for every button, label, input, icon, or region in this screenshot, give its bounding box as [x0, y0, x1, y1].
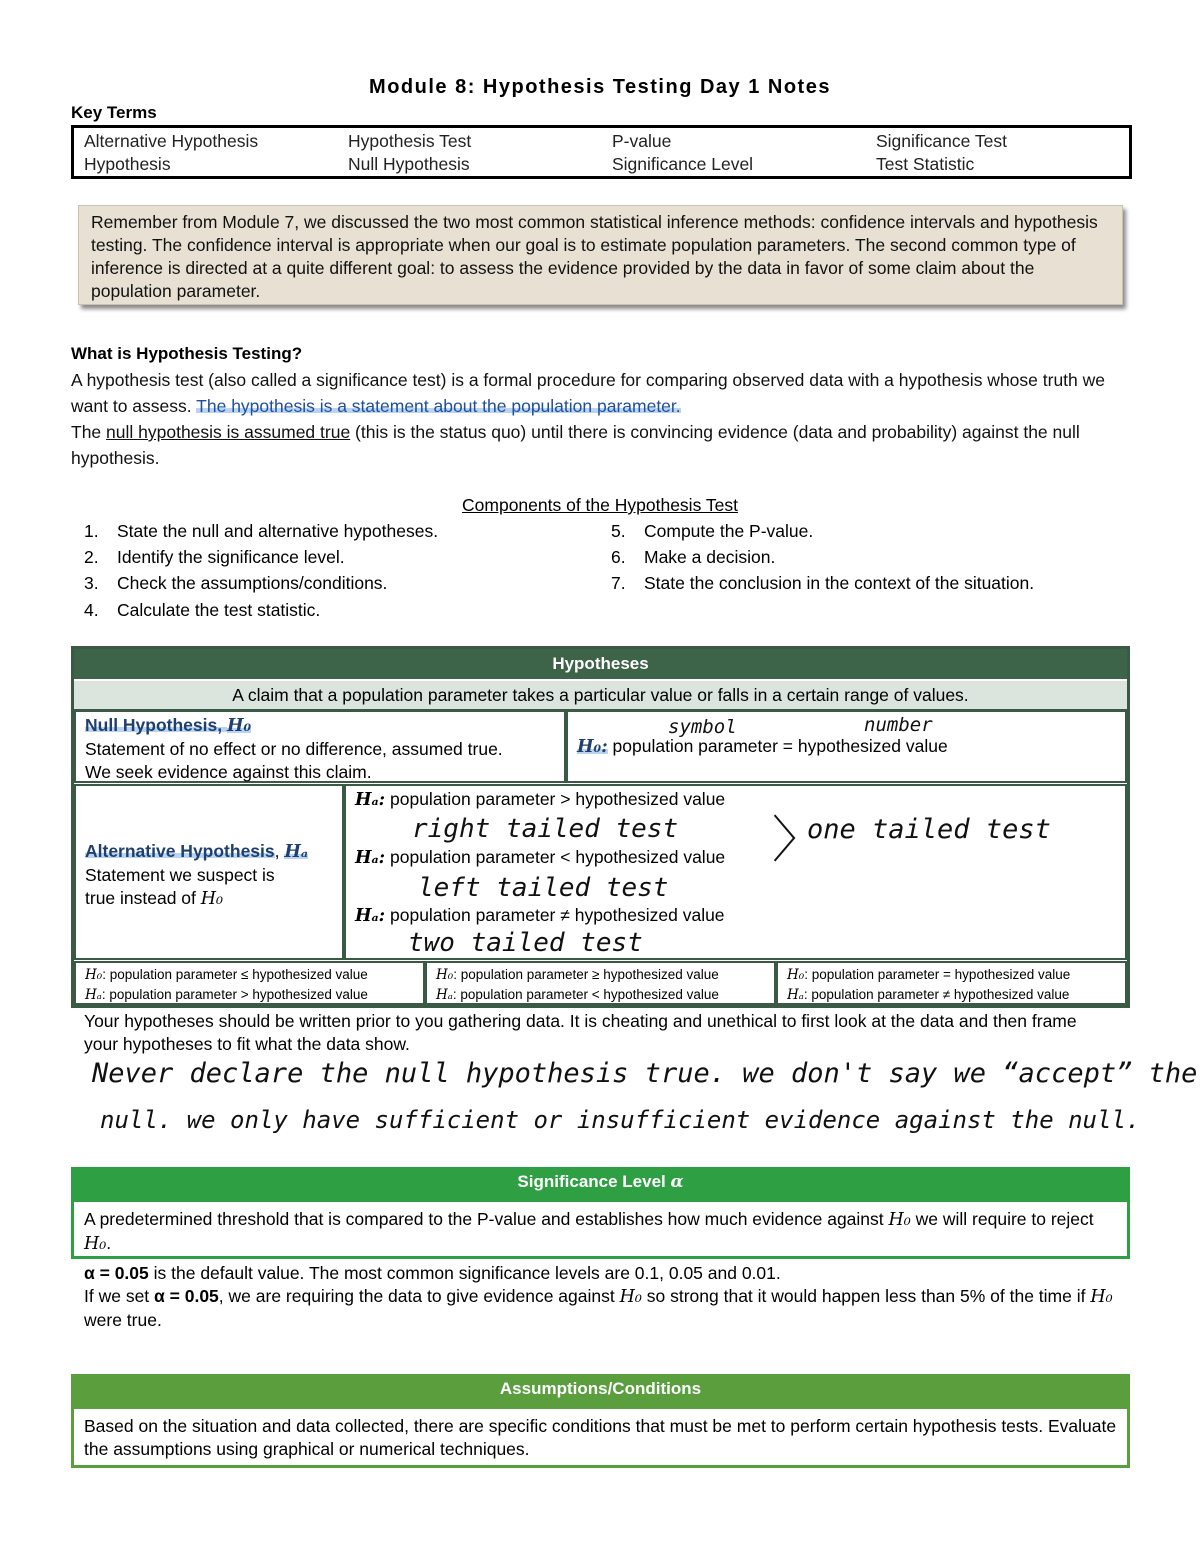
ha-symbol: Hₐ: [436, 987, 453, 1003]
alt-title: Alternative Hypothesis: [85, 841, 275, 861]
alt-not-equal-text: population parameter ≠ hypothesized value: [385, 905, 725, 925]
key-term: Significance Level: [612, 154, 754, 174]
h0-symbol: H₀: [226, 716, 252, 736]
null-text-a: The: [71, 422, 107, 442]
significance-header: [71, 1167, 1130, 1199]
list-item: [611, 573, 1034, 594]
handwritten-symbol: symbol: [668, 716, 737, 738]
definition-text: A hypothesis test (also called a significance test) is a formal procedure for comparing observed data with a hypothesis whose truth we want to assess.: [71, 370, 1106, 416]
key-term: Significance Test: [876, 131, 1008, 151]
assumptions-text: Based on the situation and data collected, there are specific conditions that must be met to perform certain hypothesis tests. Evaluate the assumptions using graphical or numerical techniques.: [71, 1406, 1130, 1468]
key-term: P-value: [612, 131, 672, 151]
page-title: Module 8: Hypothesis Testing Day 1 Notes: [369, 76, 831, 98]
handwritten-left-tailed: left tailed test: [418, 873, 669, 903]
pair-h0: population parameter ≤ hypothesized value: [105, 967, 368, 982]
null-formula: population parameter = hypothesized value: [607, 736, 948, 756]
h0-symbol: H₀: [436, 967, 454, 983]
null-hypothesis-cell: [74, 710, 566, 783]
list-item: [611, 521, 813, 542]
list-item: [84, 573, 387, 594]
list-item: [84, 600, 320, 621]
step-text: Make a decision.: [644, 547, 776, 567]
pair-ha: population parameter < hypothesized value: [456, 987, 719, 1002]
pair-cell: H₀: population parameter ≥ hypothesized value Hₐ: population parameter < hypothesized value: [425, 961, 776, 1005]
significance-header-text: Significance Level: [517, 1172, 671, 1191]
h0-symbol: H₀: [84, 1234, 107, 1254]
key-terms-box: [71, 125, 1132, 179]
step-text: State the conclusion in the context of the situation.: [644, 573, 1035, 593]
key-term: Null Hypothesis: [348, 154, 470, 174]
alpha-value: α = 0.05: [84, 1263, 149, 1283]
step-text: State the null and alternative hypotheses.: [117, 521, 439, 541]
h0-symbol: H₀: [1090, 1287, 1113, 1307]
alternative-hypothesis-cell: Alternative Hypothesis, Hₐ Statement we suspect is true instead of H₀: [74, 784, 344, 960]
step-text: Check the assumptions/conditions.: [117, 573, 388, 593]
null-desc: We seek evidence against this claim.: [85, 762, 372, 782]
sig-text-b: we will require to reject: [910, 1209, 1094, 1229]
null-text-c: (this is the status quo) until there is convincing evidence (data and probability) against the null hypothesis.: [71, 422, 1080, 468]
step-number: 5.: [611, 521, 626, 541]
h0-symbol: H₀: [619, 1287, 642, 1307]
significance-explanation: [84, 1262, 1119, 1332]
assumptions-header: Assumptions/Conditions: [71, 1374, 1130, 1406]
pair-cell: H₀: population parameter ≤ hypothesized value Hₐ: population parameter > hypothesized value: [74, 961, 425, 1005]
alt-greater: [355, 789, 725, 810]
sig-line2b: , we are requiring the data to give evidence against: [218, 1286, 620, 1306]
key-terms-label: Key Terms: [71, 103, 157, 122]
h0-symbol: H₀: [200, 889, 224, 909]
alternative-forms-cell: [344, 784, 1127, 960]
hypotheses-header: Hypotheses: [74, 649, 1127, 679]
step-number: 1.: [84, 521, 99, 541]
key-term: Alternative Hypothesis: [84, 131, 259, 151]
ha-symbol: Hₐ: [284, 842, 309, 862]
list-item: [611, 547, 775, 568]
null-underlined: null hypothesis is assumed true: [106, 422, 351, 442]
alt-less: [355, 847, 725, 868]
null-desc: Statement of no effect or no difference, assumed true.: [85, 739, 503, 759]
sig-line2d: were true.: [84, 1310, 162, 1330]
step-text: Compute the P-value.: [644, 521, 814, 541]
ha-symbol: Hₐ:: [355, 848, 386, 868]
sig-line2a: If we set: [84, 1286, 155, 1306]
sig-line2c: so strong that it would happen less than 5% of the time if: [641, 1286, 1091, 1306]
hypotheses-note: Your hypotheses should be written prior to you gathering data. It is cheating and unethical to first look at the data and then frame your hypotheses to fit what the data show.: [84, 1011, 1077, 1054]
step-number: 6.: [611, 547, 626, 567]
sig-text-a: A predetermined threshold that is compared to the P-value and establishes how much evidence against: [84, 1209, 889, 1229]
h0-symbol: H₀: [85, 967, 103, 983]
step-number: 4.: [84, 600, 99, 620]
pair-ha: population parameter > hypothesized value: [105, 987, 368, 1002]
section-heading-what: What is Hypothesis Testing?: [71, 344, 303, 363]
ha-symbol: Hₐ:: [355, 906, 386, 926]
handwritten-note-line2: null. we only have sufficient or insufficient evidence against the null.: [100, 1106, 1141, 1134]
definition-paragraph: [71, 367, 1131, 419]
module7-callout: Remember from Module 7, we discussed the two most common statistical inference methods: confidence intervals and hypothesis testing. The confidence interval is appropriate when our goal is to estimate population parameters. The second common type of inference is directed at a quite different goal: to assess the evidence provided by the data in favor of some claim about the population parameter.: [78, 205, 1123, 305]
ha-symbol: Hₐ: [85, 987, 102, 1003]
alpha-value: α = 0.05: [154, 1286, 219, 1306]
highlighted-statement: The hypothesis is a statement about the population parameter.: [196, 396, 681, 416]
pair-h0: population parameter = hypothesized value: [807, 967, 1071, 982]
step-number: 3.: [84, 573, 99, 593]
step-number: 7.: [611, 573, 626, 593]
null-formula-cell: [566, 710, 1127, 783]
step-number: 2.: [84, 547, 99, 567]
h0-symbol: H₀: [888, 1210, 911, 1230]
pair-cell: H₀: population parameter = hypothesized value Hₐ: population parameter ≠ hypothesized value: [776, 961, 1127, 1005]
handwritten-two-tailed: two tailed test: [408, 928, 643, 958]
ha-symbol: Hₐ: [787, 987, 804, 1003]
key-term: Hypothesis: [84, 154, 171, 174]
hypotheses-subheader: A claim that a population parameter takes a particular value or falls in a certain range of values.: [74, 681, 1127, 711]
step-text: Calculate the test statistic.: [117, 600, 321, 620]
handwritten-number: number: [864, 714, 933, 736]
alt-desc: true instead of: [85, 888, 201, 908]
h0-symbol: H₀:: [577, 737, 608, 757]
handwritten-note-line1: Never declare the null hypothesis true. we don't say we “accept” the: [92, 1058, 1198, 1089]
brace-glyph: 〉: [772, 811, 822, 869]
alpha-symbol: α: [670, 1172, 684, 1192]
handwritten-one-tailed: one tailed test: [807, 814, 1051, 845]
handwritten-right-tailed: right tailed test: [412, 814, 679, 844]
ha-symbol: Hₐ:: [355, 790, 386, 810]
key-term: Test Statistic: [876, 154, 975, 174]
pair-h0: population parameter ≥ hypothesized value: [456, 967, 719, 982]
alt-desc: Statement we suspect is: [85, 865, 275, 885]
alt-not-equal: [355, 905, 725, 926]
sig-text-c: .: [106, 1233, 112, 1253]
pair-ha: population parameter ≠ hypothesized value: [807, 987, 1070, 1002]
alt-greater-text: population parameter > hypothesized value: [385, 789, 726, 809]
null-paragraph: [71, 419, 1131, 471]
null-title: Null Hypothesis,: [85, 715, 227, 735]
sig-line1: is the default value. The most common significance levels are 0.1, 0.05 and 0.01.: [148, 1263, 781, 1283]
list-item: [84, 547, 345, 568]
h0-symbol: H₀: [787, 967, 805, 983]
step-text: Identify the significance level.: [117, 547, 345, 567]
significance-definition: [71, 1199, 1130, 1259]
list-item: [84, 521, 438, 542]
components-title: Components of the Hypothesis Test: [462, 495, 738, 515]
alt-less-text: population parameter < hypothesized value: [385, 847, 726, 867]
key-term: Hypothesis Test: [348, 131, 472, 151]
